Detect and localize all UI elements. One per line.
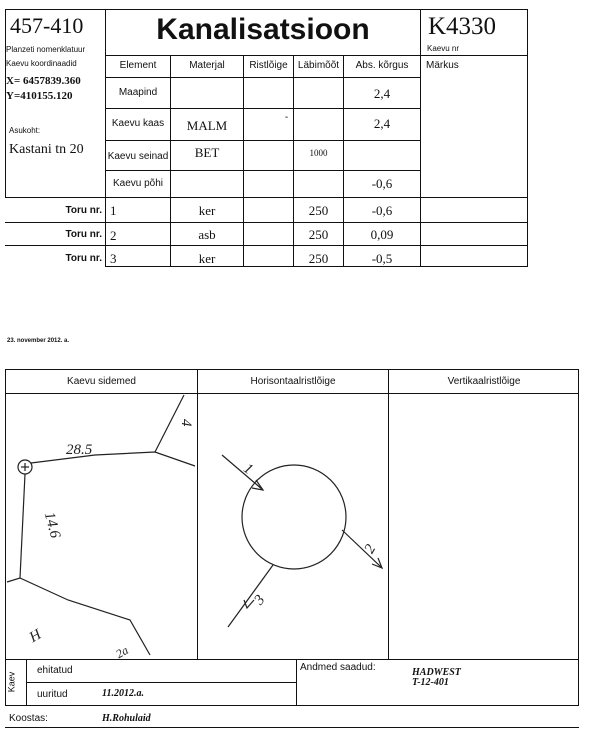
andmed-line1: HADWEST — [412, 667, 461, 678]
col-materjal: Materjal — [189, 60, 225, 71]
col-labimoot: Läbimõõt — [297, 60, 340, 71]
document-date: 23. november 2012. a. — [7, 338, 70, 344]
coords-label: Kaevu koordinaadid — [6, 59, 77, 68]
dim-14-6-label: 14.6 — [40, 510, 64, 540]
pipe-2-label: 2 — [361, 541, 380, 557]
label-2a: 2a — [113, 642, 131, 662]
uuritud-label: uuritud — [37, 689, 68, 700]
col-element: Element — [119, 60, 157, 71]
coord-y: Y=410155.120 — [6, 90, 73, 102]
location-label: Asukoht: — [9, 126, 41, 135]
uuritud-value: 11.2012.a. — [102, 688, 144, 699]
planzet-number: 457-410 — [10, 13, 84, 38]
andmed-label: Andmed saadud: — [300, 662, 376, 673]
manhole-circle — [242, 465, 346, 569]
property-line — [7, 578, 150, 655]
panel-connections-title: Kaevu sidemed — [67, 376, 136, 387]
pipe-1-label: 1 — [240, 460, 256, 478]
dimension-line-28-5 — [31, 452, 195, 466]
well-number-label: Kaevu nr — [427, 44, 460, 53]
koostas-value: H.Rohulaid — [102, 713, 151, 724]
pipe-3-label: 3 — [251, 592, 269, 609]
dimension-line-14-6 — [20, 474, 25, 578]
remarks-label: Märkus — [426, 60, 459, 71]
label-h: H — [26, 626, 45, 646]
label-4: 4 — [178, 419, 194, 427]
koostas-label: Koostas: — [9, 713, 48, 724]
pipe-3-line — [228, 565, 273, 627]
panel-horizontal-title: Horisontaalristlõige — [250, 376, 336, 387]
dim-28-5-label: 28.5 — [66, 442, 93, 458]
ehitatud-label: ehitatud — [37, 665, 73, 676]
col-ristloige: Ristlõige — [249, 60, 288, 71]
coord-x: X= 6457839.360 — [6, 75, 81, 87]
well-number: K4330 — [428, 13, 497, 40]
andmed-line2: T-12-401 — [412, 677, 449, 688]
planzet-label: Planzeti nomenklatuur — [6, 45, 86, 54]
page-title: Kanalisatsioon — [156, 13, 370, 46]
panel-vertical-title: Vertikaalristlõige — [447, 376, 521, 387]
kaev-label: Kaev — [6, 671, 17, 693]
col-korgus: Abs. kõrgus — [355, 60, 409, 71]
location-value: Kastani tn 20 — [9, 142, 84, 157]
